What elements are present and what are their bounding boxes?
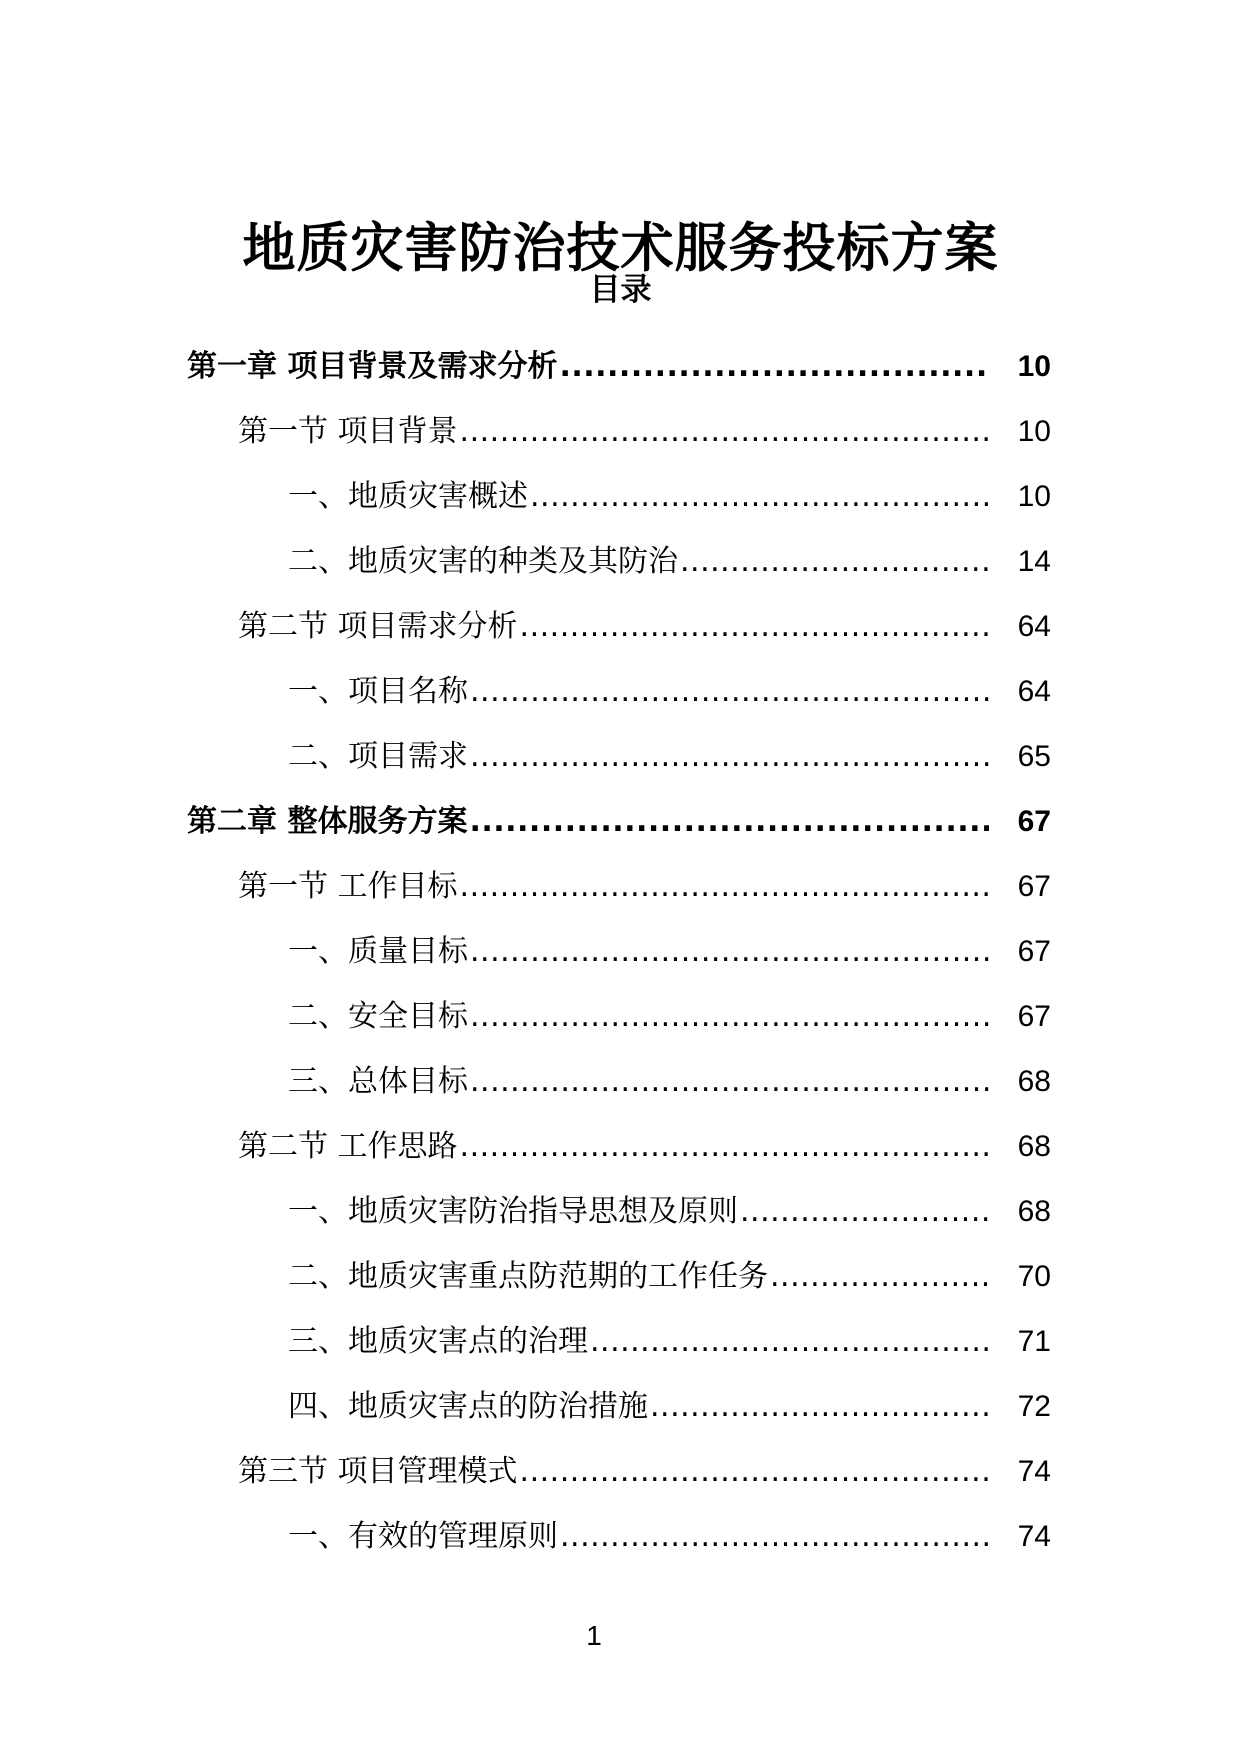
toc-dot-leader xyxy=(469,800,989,844)
toc-dot-leader xyxy=(740,1190,989,1234)
toc-dot-leader xyxy=(520,1450,989,1494)
toc-page-number: 68 xyxy=(1017,1194,1051,1228)
toc-entry-subsection[interactable] xyxy=(0,464,1241,529)
toc-dot-leader xyxy=(460,1125,989,1169)
toc-dot-leader xyxy=(470,670,989,714)
toc-dot-leader xyxy=(470,735,989,779)
toc-dot-leader xyxy=(770,1255,989,1299)
toc-entry-subsection[interactable] xyxy=(0,1309,1241,1374)
table-of-contents xyxy=(0,334,1241,1569)
toc-entry-subsection[interactable] xyxy=(0,529,1241,594)
toc-entry-chapter-1[interactable] xyxy=(0,334,1241,399)
toc-page-number: 71 xyxy=(1017,1324,1051,1358)
toc-entry-label: 第一节 工作目标 xyxy=(238,868,458,904)
toc-entry-subsection[interactable] xyxy=(0,1179,1241,1244)
toc-entry-label: 一、有效的管理原则 xyxy=(288,1518,558,1554)
toc-dot-leader xyxy=(470,930,989,974)
toc-page-number: 67 xyxy=(1017,869,1051,903)
toc-entry-section[interactable] xyxy=(0,399,1241,464)
toc-entry-subsection[interactable] xyxy=(0,724,1241,789)
toc-dot-leader xyxy=(560,1515,989,1559)
toc-dot-leader xyxy=(470,995,989,1039)
toc-dot-leader xyxy=(559,345,989,389)
toc-page-number: 67 xyxy=(1017,999,1051,1033)
toc-entry-section[interactable] xyxy=(0,1439,1241,1504)
toc-entry-section[interactable] xyxy=(0,1114,1241,1179)
toc-entry-label: 第二节 项目需求分析 xyxy=(238,608,518,644)
toc-entry-label: 一、地质灾害概述 xyxy=(288,478,528,514)
toc-entry-label: 四、地质灾害点的防治措施 xyxy=(288,1388,648,1424)
toc-dot-leader xyxy=(520,605,989,649)
toc-entry-label: 第二节 工作思路 xyxy=(238,1128,458,1164)
toc-entry-label: 二、项目需求 xyxy=(288,738,468,774)
toc-entry-chapter-2[interactable] xyxy=(0,789,1241,854)
toc-dot-leader xyxy=(470,1060,989,1104)
toc-entry-subsection[interactable] xyxy=(0,659,1241,724)
toc-page-number: 74 xyxy=(1017,1454,1051,1488)
toc-dot-leader xyxy=(460,410,989,454)
toc-entry-label: 第二章 整体服务方案 xyxy=(187,803,468,839)
toc-page-number: 14 xyxy=(1017,544,1051,578)
toc-dot-leader xyxy=(460,865,989,909)
toc-page-number: 64 xyxy=(1017,674,1051,708)
toc-entry-label: 二、安全目标 xyxy=(288,998,468,1034)
toc-entry-subsection[interactable] xyxy=(0,1244,1241,1309)
toc-entry-label: 三、地质灾害点的治理 xyxy=(288,1323,588,1359)
document-title: 地质灾害防治技术服务投标方案 xyxy=(242,217,999,279)
toc-entry-subsection[interactable] xyxy=(0,1374,1241,1439)
toc-entry-label: 一、地质灾害防治指导思想及原则 xyxy=(288,1193,738,1229)
toc-page-number: 10 xyxy=(1017,479,1051,513)
toc-entry-subsection[interactable] xyxy=(0,984,1241,1049)
toc-page-number: 72 xyxy=(1017,1389,1051,1423)
toc-entry-subsection[interactable] xyxy=(0,1504,1241,1569)
toc-entry-section[interactable] xyxy=(0,594,1241,659)
page-number: 1 xyxy=(586,1620,602,1651)
toc-entry-label: 二、地质灾害的种类及其防治 xyxy=(288,543,678,579)
toc-page-number: 64 xyxy=(1017,609,1051,643)
toc-dot-leader xyxy=(650,1385,989,1429)
toc-page-number: 67 xyxy=(1017,804,1051,838)
toc-dot-leader xyxy=(530,475,989,519)
toc-page-number: 10 xyxy=(1017,414,1051,448)
toc-entry-label: 一、项目名称 xyxy=(288,673,468,709)
toc-entry-subsection[interactable] xyxy=(0,1049,1241,1114)
toc-heading: 目录 xyxy=(589,272,652,308)
toc-page-number: 68 xyxy=(1017,1129,1051,1163)
toc-dot-leader xyxy=(590,1320,989,1364)
toc-dot-leader xyxy=(680,540,989,584)
toc-entry-label: 二、地质灾害重点防范期的工作任务 xyxy=(288,1258,768,1294)
toc-entry-label: 第一节 项目背景 xyxy=(238,413,458,449)
toc-page-number: 10 xyxy=(1017,349,1051,383)
toc-page-number: 74 xyxy=(1017,1519,1051,1553)
toc-entry-label: 第三节 项目管理模式 xyxy=(238,1453,518,1489)
toc-entry-label: 三、总体目标 xyxy=(288,1063,468,1099)
toc-entry-label: 第一章 项目背景及需求分析 xyxy=(187,348,558,384)
toc-page-number: 70 xyxy=(1017,1259,1051,1293)
toc-entry-label: 一、质量目标 xyxy=(288,933,468,969)
toc-entry-subsection[interactable] xyxy=(0,919,1241,984)
toc-page-number: 65 xyxy=(1017,739,1051,773)
toc-page-number: 67 xyxy=(1017,934,1051,968)
toc-page-number: 68 xyxy=(1017,1064,1051,1098)
toc-entry-section[interactable] xyxy=(0,854,1241,919)
